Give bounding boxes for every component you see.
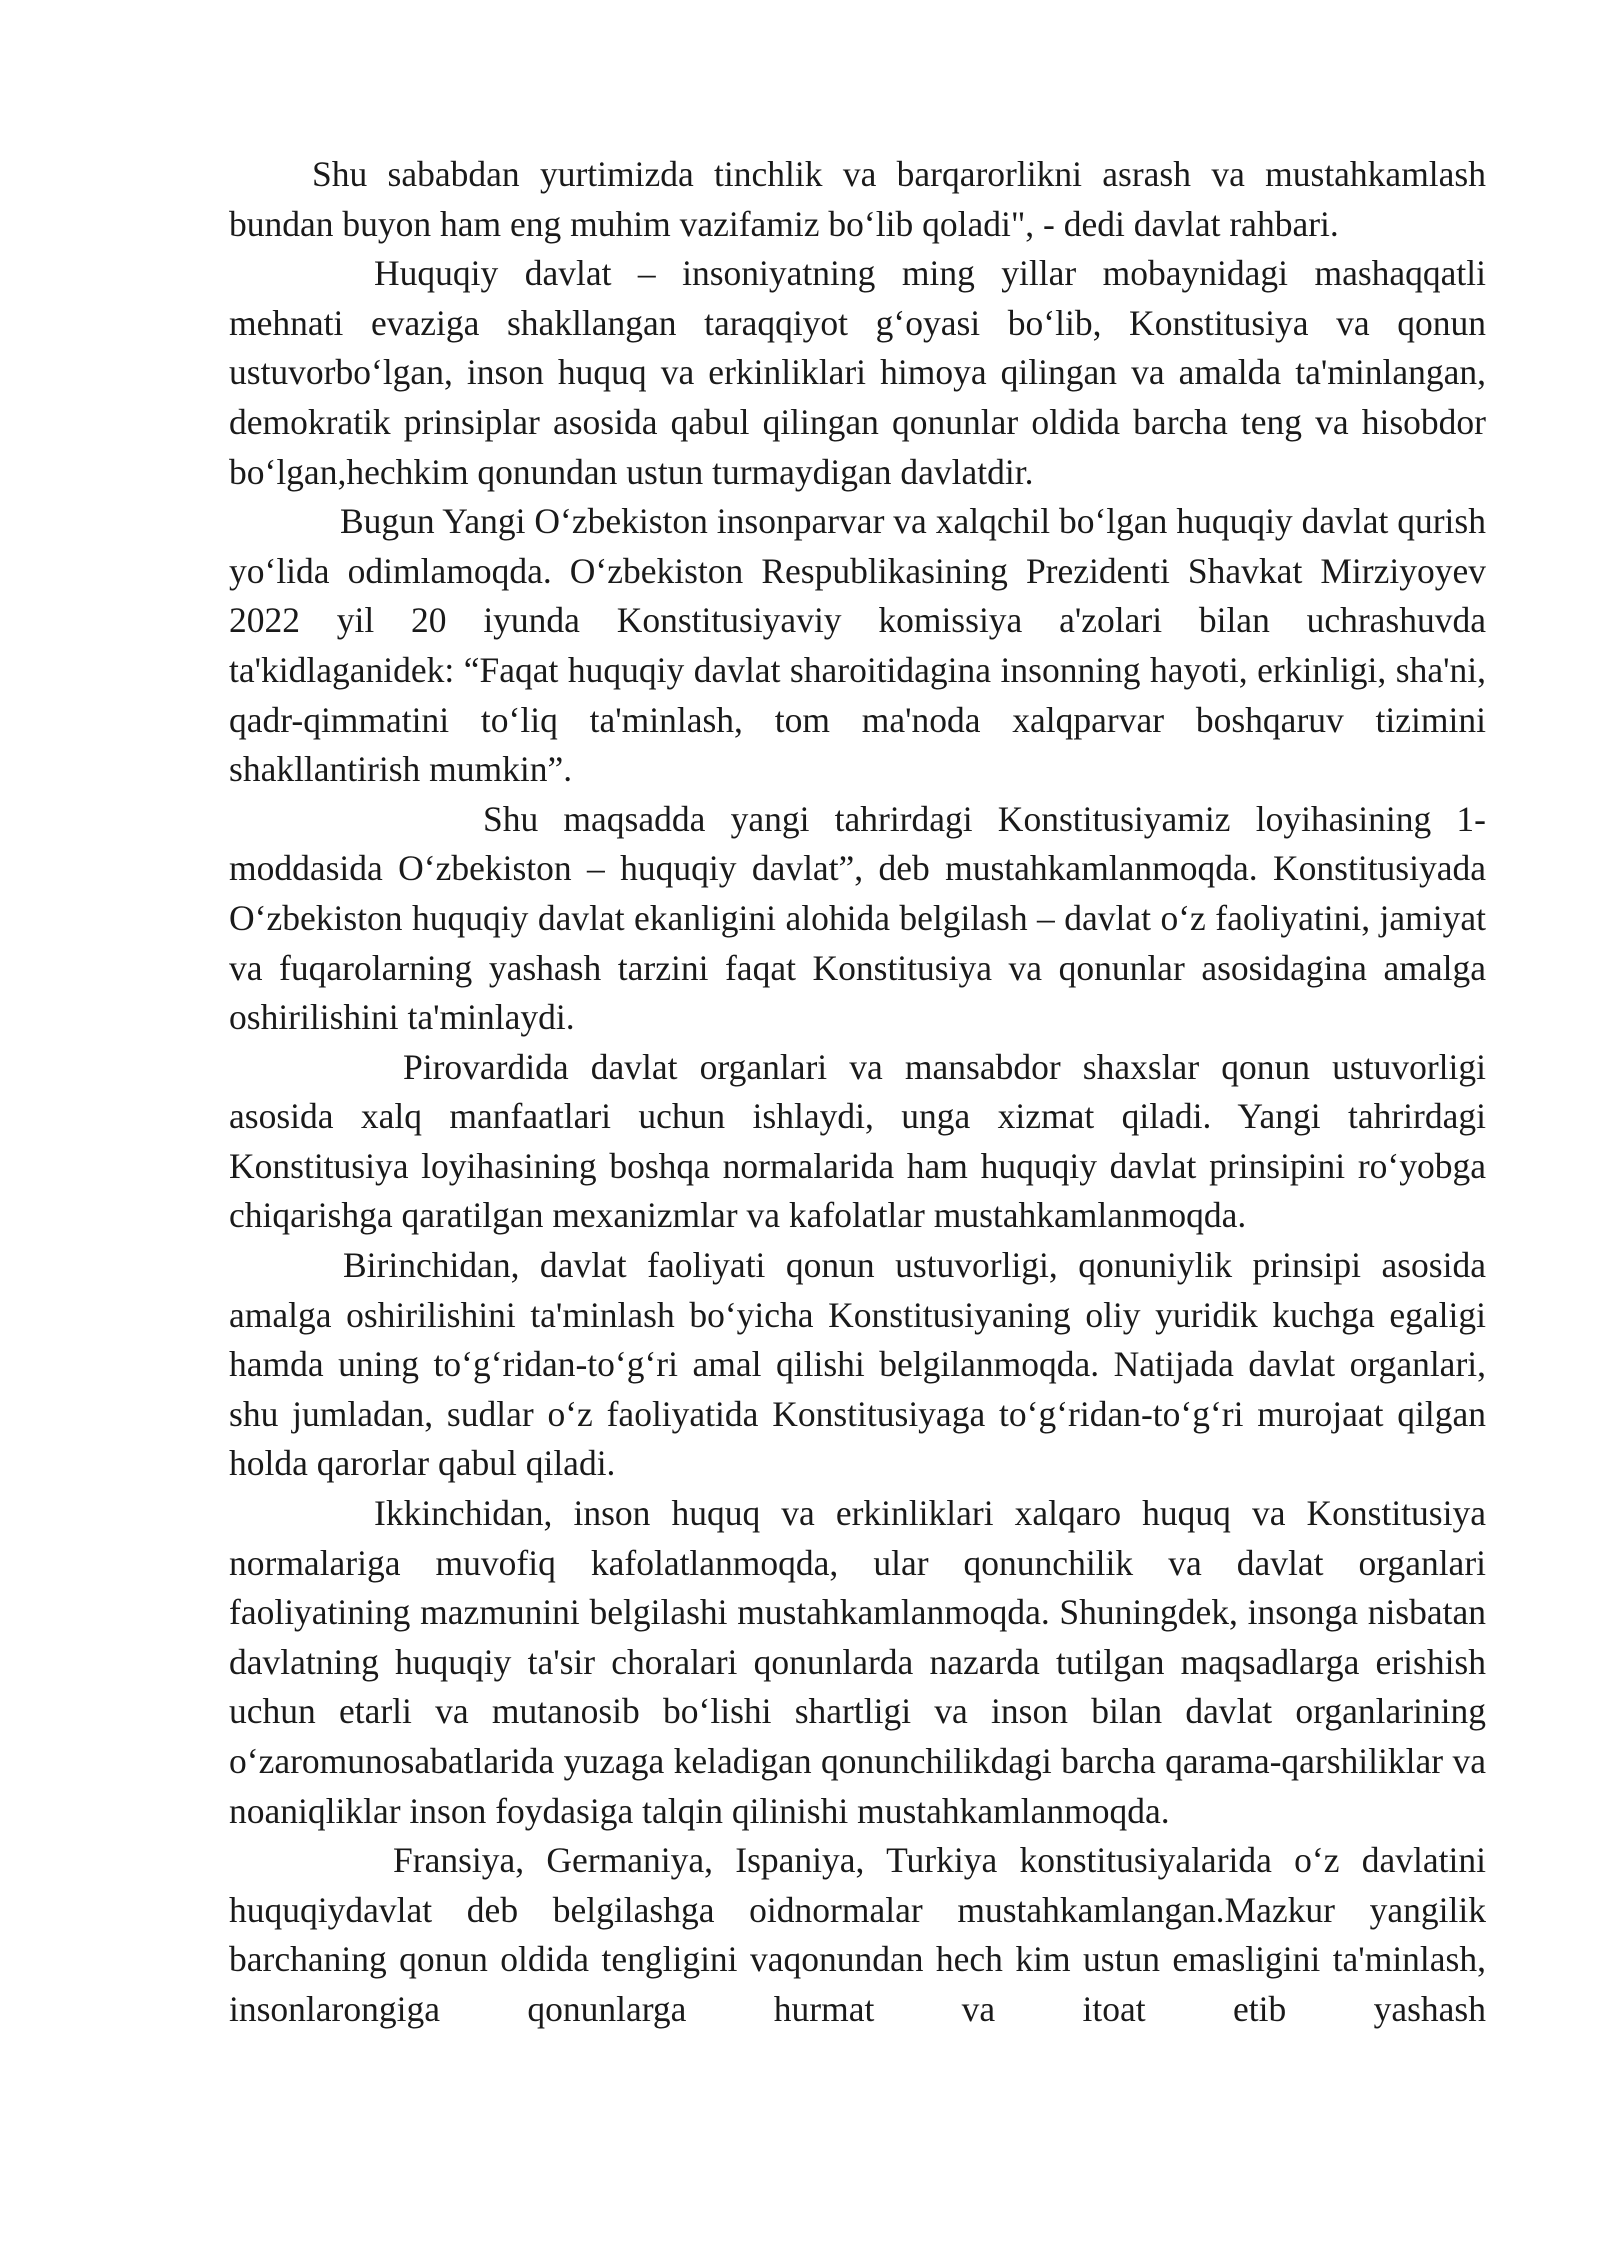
paragraph-7: Ikkinchidan, inson huquq va erkinliklari xalqaro huquq va Konstitusiya normalariga muvofiq kafolatlanmoqda, ular qonunchilik va davlat organlari faoliyatining mazmunini belgilashi mustahkamlanmoqda. Shuningdek, insonga nisbatan davlatning huquqiy ta'sir choralari qonunlarda nazarda tutilgan maqsadlarga erishish uchun etarli va mutanosib bo‘lishi shartligi va inson bilan davlat organlarining o‘zaromunosabatlarida yuzaga keladigan qonunchilikdagi barcha qarama-qarshiliklar va noaniqliklar inson foydasiga talqin qilinishi mustahkamlanmoqda.	[229, 1493, 1486, 1831]
paragraph-3: Bugun Yangi O‘zbekiston insonparvar va xalqchil bo‘lgan huquqiy davlat qurish yo‘lida odimlamoqda. O‘zbekiston Respublikasining Prezidenti Shavkat Mirziyoyev 2022 yil 20 iyunda Konstitusiyaviy komissiya a'zolari bilan uchrashuvda ta'kidlaganidek: “Faqat huquqiy davlat sharoitidagina insonning hayoti, erkinligi, sha'ni, qadr-qimmatini to‘liq ta'minlash, tom ma'noda xalqparvar boshqaruv tizimini shakllantirish mumkin”.	[229, 501, 1486, 790]
paragraph-2: Huquqiy davlat – insoniyatning ming yillar mobaynidagi mashaqqatli mehnati evaziga shakllangan taraqqiyot g‘oyasi bo‘lib, Konstitusiya va qonun ustuvorbo‘lgan, inson huquq va erkinliklari himoya qilingan va amalda ta'minlangan, demokratik prinsiplar asosida qabul qilingan qonunlar oldida barcha teng va hisobdor bo‘lgan,hechkim qonundan ustun turmaydigan davlatdir.	[229, 253, 1486, 492]
paragraph-4: Shu maqsadda yangi tahrirdagi Konstitusiyamiz loyihasining 1-moddasida O‘zbekiston – huquqiy davlat”, deb mustahkamlanmoqda. Konstitusiyada O‘zbekiston huquqiy davlat ekanligini alohida belgilash – davlat o‘z faoliyatini, jamiyat va fuqarolarning yashash tarzini faqat Konstitusiya va qonunlar asosidagina amalga oshirilishini ta'minlaydi.	[229, 798, 1486, 1038]
paragraph-6: Birinchidan, davlat faoliyati qonun ustuvorligi, qonuniylik prinsipi asosida amalga oshirilishini ta'minlash bo‘yicha Konstitusiyaning oliy yuridik kuchga egaligi hamda uning to‘g‘ridan-to‘g‘ri amal qilishi belgilanmoqda. Natijada davlat organlari, shu jumladan, sudlar o‘z faoliyatida Konstitusiyaga to‘g‘ridan-to‘g‘ri murojaat qilgan holda qarorlar qabul qiladi.	[229, 1245, 1486, 1484]
paragraph-1: Shu sababdan yurtimizda tinchlik va barqarorlikni asrash va mustahkamlash bundan buyon ham eng muhim vazifamiz bo‘lib qoladi", - dedi davlat rahbari.	[229, 154, 1486, 244]
paragraph-8: Fransiya, Germaniya, Ispaniya, Turkiya konstitusiyalarida o‘z davlatini huquqiydavlat deb belgilashga oidnormalar mustahkamlangan.Mazkur yangilik barchaning qonun oldida tengligini vaqonundan hech kim ustun emasligini ta'minlash, insonlarongiga qonunlarga hurmat va itoat etib yashash	[229, 1840, 1486, 2029]
paragraph-5: Pirovardida davlat organlari va mansabdor shaxslar qonun ustuvorligi asosida xalq manfaatlari uchun ishlaydi, unga xizmat qiladi. Yangi tahrirdagi Konstitusiya loyihasining boshqa normalarida ham huquqiy davlat prinsipini ro‘yobga chiqarishga qaratilgan mexanizmlar va kafolatlar mustahkamlanmoqda.	[229, 1046, 1486, 1236]
document-body	[229, 150, 1486, 2035]
